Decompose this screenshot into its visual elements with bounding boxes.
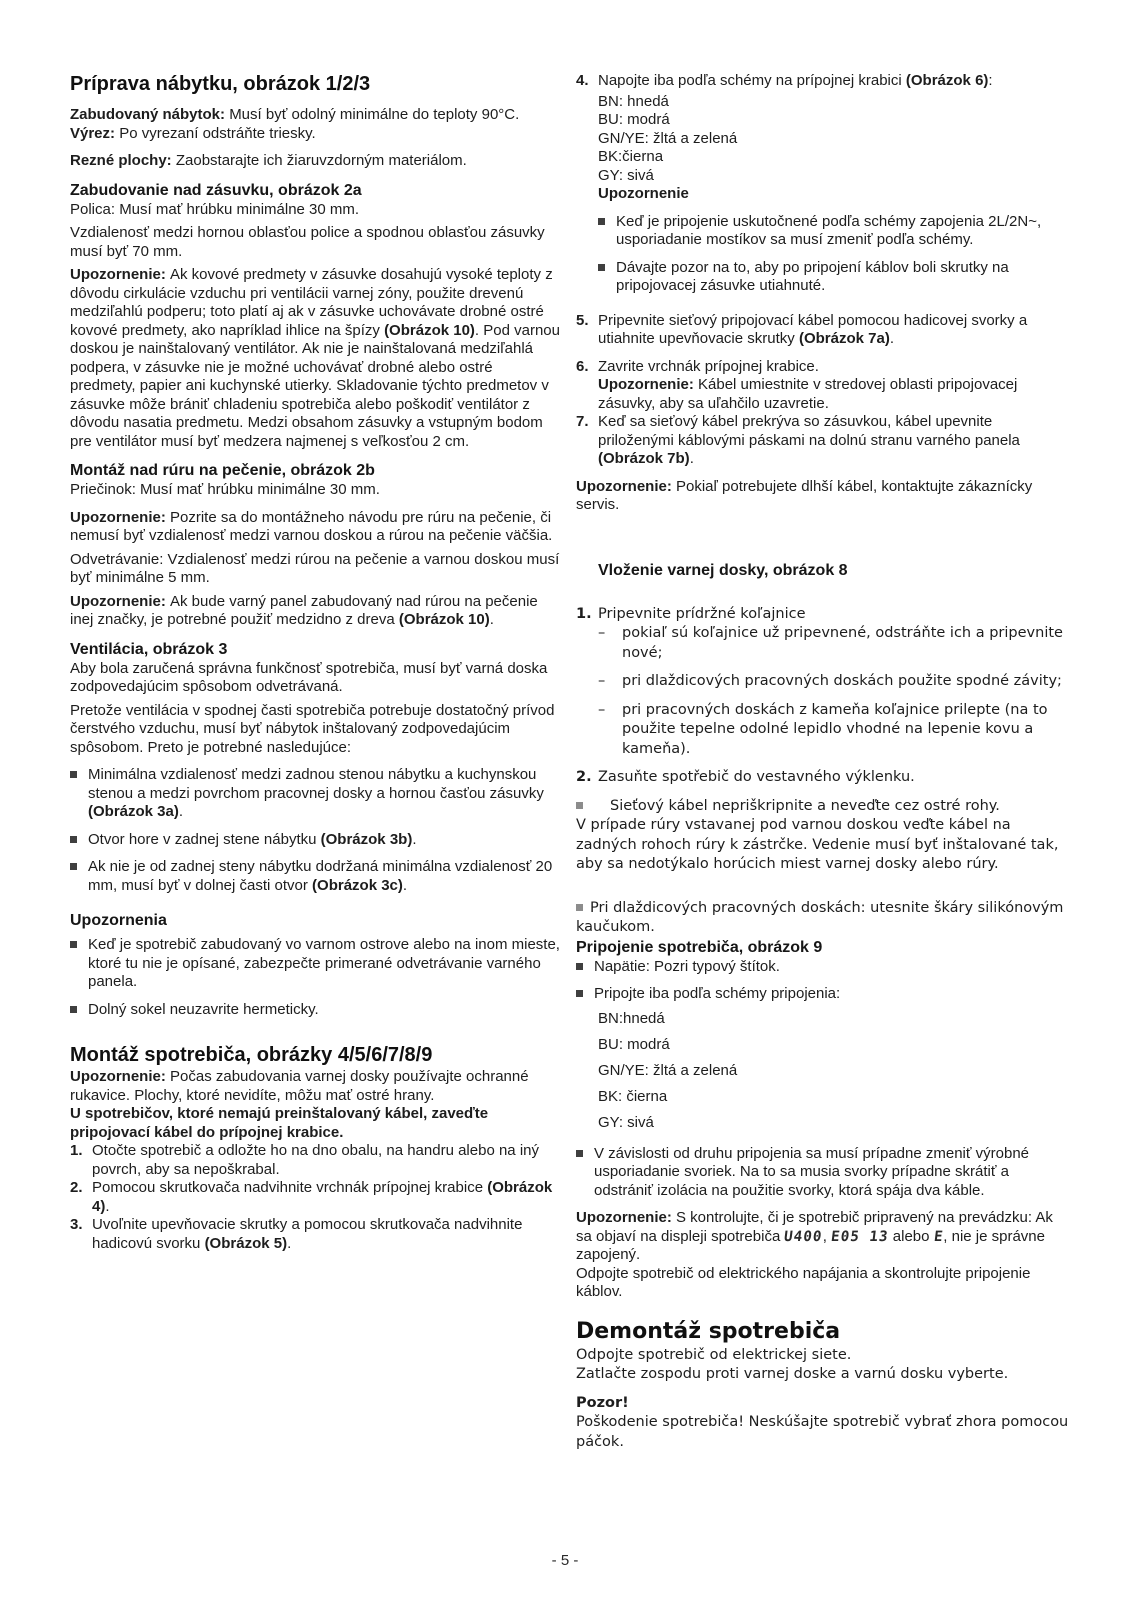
paragraph [598,376,1070,413]
text-run: Upozornenie [598,185,689,202]
text-run: Odpojte spotrebič od elektrickej siete. [576,1346,852,1363]
bullet-square-icon [598,264,605,271]
text-run: Napätie: Pozri typový štítok. [594,957,780,975]
text-run: Upozornenie: [598,376,698,393]
text-run: . Pod varnou doskou je nainštalovaný ventilátor. Ak nie je nainštalovaná medziľahlá podpera, v zásuvke nie je možné uchovávať drobné alebo ostré predmety, papier ani kuchynské utierky. Skladovanie týchto predmetov v zásuvke môže brániť chladeniu spotrebiča alebo poškodiť ventilátor z dôvodu nasatia predmetu. Medzi obsahom zásuvky a vstupným bodom pre ventilátor musí byť medzera najmenej s veľkosťou 2 cm. [70,321,560,450]
paragraph [576,1365,1070,1385]
sub-heading: Zabudovanie nad zásuvku, obrázok 2a [70,181,362,199]
sub-heading: Ventilácia, obrázok 3 [70,640,228,658]
text-run: (Obrázok 6) [905,72,989,89]
text-run: Upozornenie: [576,477,676,495]
bullet-square-icon [598,218,605,225]
value-line: GY: sivá [598,166,654,184]
text-run: Keď sa sieťový kábel prekrýva so zásuvkou, kábel upevnite priloženými káblovými páskami na dolnú stranu varného panela [598,413,1020,449]
numbered-item [576,413,1070,469]
display-code: E05 13 [830,1228,890,1245]
bullet-square-icon [70,941,77,948]
page-number: - 5 - [551,1552,579,1569]
text-run: Upozornenie: [576,1209,676,1226]
bullet-item [576,797,1070,817]
value-line: GN/YE: žltá a zelená [598,129,738,147]
paragraph [70,481,562,500]
text-run: Upozornenie: [70,592,170,610]
numbered-item [576,312,1070,349]
text-run: Výrez: [70,124,120,142]
item-number: 3. [70,1216,83,1233]
text-run: . [105,1197,110,1215]
item-number: 2. [576,769,592,785]
text-run: . [178,803,184,820]
text-run: pri dlaždicových pracovných doskách použite spodné závity; [622,673,1062,689]
bullet-square-icon [576,904,583,911]
bullet-item [598,259,1070,296]
paragraph [576,478,1070,515]
value-line: GY: sivá [598,1113,654,1131]
bullet-item [576,985,1070,1004]
text-run: Ak bude varný panel zabudovaný nad rúrou na pečenie inej značky, je potrebné použiť medzidno z dreva [70,592,538,628]
text-run: U spotrebičov, ktoré nemajú preinštalovaný kábel, zaveďte pripojovací kábel do prípojnej krabice. [70,1105,489,1141]
text-run: Pri dlaždicových pracovných doskách: utesnite škáry silikónovým kaučukom. [576,899,1064,935]
item-number: 7. [576,413,589,430]
bullet-square-icon [70,1006,77,1013]
paragraph [576,1265,1070,1302]
item-number: 4. [576,72,589,89]
value-line: BN: hnedá [598,92,669,110]
text-run: Pripevnite sieťový pripojovací kábel pomocou hadicovej svorky a utiahnite upevňovacie skrutky [598,311,1028,347]
bullet-square-icon [70,836,77,843]
paragraph [70,266,562,451]
text-run: , nie je správne zapojený. [576,1227,1045,1263]
text-run: Musí byť odolný minimálne do teploty 90°C. [229,106,520,123]
text-run: . [412,830,417,848]
left-column [70,72,562,1253]
text-run: (Obrázok 3b) [320,830,413,848]
text-run: Pretože ventilácia v spodnej časti spotrebiča potrebuje dostatočný prívod čerstvého vzduchu, musí byť nábytok inštalovaný zodpovedajúcim spôsobom. Preto je potrebné nasledujúce: [70,701,555,756]
paragraph [576,1413,1070,1452]
text-run: Počas zabudovania varnej dosky používajte ochranné rukavice. Plochy, ktoré nevidíte, môžu mať ostré hrany. [70,1068,529,1104]
paragraph [576,1209,1070,1265]
text-run: Pozor! [576,1394,629,1411]
paragraph [70,1068,562,1105]
text-run: Upozornenie: [70,266,170,283]
value-lines [598,93,1070,186]
section-heading: Demontáž spotrebiča [576,1318,841,1344]
bullet-square-icon [576,990,583,997]
paragraph [70,152,562,171]
text-run: Pozrite sa do montážneho návodu pre rúru na pečenie, či nemusí byť vzdialenosť medzi varnou doskou a rúrou na pečenie väčšia. [70,508,553,544]
text-run: Sieťový kábel nepriškripnite a neveďte cez ostré rohy. [610,797,1000,814]
section-heading: Príprava nábytku, obrázok 1/2/3 [70,73,371,95]
sub-heading: Vloženie varnej dosky, obrázok 8 [598,561,848,579]
text-run: V závislosti od druhu pripojenia sa musí prípadne zmeniť výrobné usporiadanie svoriek. Na to sa musia svorky prípadne skrátiť a odstrániť izolácia na použitie svorky, ktorá spája dva káble. [594,1144,1030,1199]
numbered-item [70,1142,562,1179]
item-number: 6. [576,357,589,375]
numbered-item [70,1216,562,1253]
dash-item [598,672,1070,692]
item-number: 1. [70,1142,83,1159]
text-run: . [402,876,408,894]
text-run: Dávajte pozor na to, aby po pripojení káblov boli skrutky na pripojovacej zásuvke utiahnuté. [616,258,1009,294]
text-run: alebo [888,1227,934,1245]
text-run: Polica: Musí mať hrúbku minimálne 30 mm. [70,200,360,218]
text-run: (Obrázok 3a) [88,803,179,820]
text-run: Poškodenie spotrebiča! Neskúšajte spotrebič vybrať zhora pomocou páčok. [576,1414,1069,1450]
bullet-item [70,858,562,895]
text-run: Keď je pripojenie uskutočnené podľa schémy zapojenia 2L/2N~, usporiadanie mostíkov sa musí zmeniť podľa schémy. [616,212,1042,248]
text-run: Otočte spotrebič a odložte ho na dno obalu, na handru alebo na iný povrch, aby sa nepoškrabal. [92,1142,539,1178]
text-run: Pripojte iba podľa schémy pripojenia: [594,985,841,1002]
text-run: . [489,611,494,628]
text-run: (Obrázok 3c) [312,876,403,894]
numbered-item [576,605,1070,625]
text-run: Zasuňte spotřebič do vestavného výklenku. [598,769,915,785]
value-lines [598,1006,1070,1136]
bullet-item [70,936,562,992]
text-run: , [822,1227,832,1245]
bullet-square-icon [576,802,583,809]
numbered-item [576,768,1070,788]
text-run: (Obrázok 4) [92,1179,553,1215]
bullet-item [576,1145,1070,1201]
paragraph [70,224,562,261]
value-line: BN:hnedá [598,1009,665,1027]
text-run: (Obrázok 10) [384,321,475,339]
text-run: Pripevnite prídržné koľajnice [598,605,806,622]
text-run: Aby bola zaručená správna funkčnosť spotrebiča, musí byť varná doska zodpovedajúcim spôsobom odvetrávaná. [70,659,548,695]
sub-heading: Upozornenia [70,912,167,929]
text-run: Otvor hore v zadnej stene nábytku [88,830,321,848]
text-run: S kontrolujte, či je spotrebič pripravený na prevádzku: Ak sa objaví na displeji spotrebiča [576,1209,1053,1245]
text-run: Po vyrezaní odstráňte triesky. [119,124,316,142]
value-line: GN/YE: žltá a zelená [598,1061,738,1079]
display-code: U400 [783,1228,824,1245]
paragraph [70,1105,562,1142]
text-run: Minimálna vzdialenosť medzi zadnou stenou nábytku a kuchynskou stenou a medzi povrchom pracovnej dosky a hornou časťou zásuvky [88,766,544,802]
dash-item [598,701,1070,760]
text-run: pri pracovných doskách z kameňa koľajnice prilepte (na to použite tepelne odolné lepidlo vhodné na lepenie kovu a kameňa). [622,701,1048,757]
text-run: Ak kovové predmety v zásuvke dosahujú vysoké teploty z dôvodu cirkulácie vzduchu pri ventilácii varnej zóny, použite drevenú medziľahlú podperu; toto platí aj ak v zásuvke uchovávate drobné ostré kovové predmety, ako napríklad ihlice na špízy [70,266,553,339]
text-run: : [988,72,993,89]
paragraph [70,551,562,588]
text-run: (Obrázok 7a) [798,330,890,347]
text-run: pokiaľ sú koľajnice už pripevnené, odstráňte ich a pripevnite nové; [622,625,1063,661]
bullet-item [598,213,1070,250]
value-line: BU: modrá [598,111,670,128]
paragraph [576,816,1070,875]
dash-icon: – [598,625,606,641]
paragraph [70,702,562,758]
bullet-item [576,958,1070,977]
item-number: 1. [576,605,592,622]
numbered-item [576,72,1070,91]
bullet-item [70,831,562,850]
paragraph [70,201,562,220]
item-number: 2. [70,1179,83,1196]
numbered-item [576,358,1070,377]
text-run: Odvetrávanie: Vzdialenosť medzi rúrou na pečenie a varnou doskou musí byť minimálne 5 mm. [70,550,560,586]
sub-heading: Montáž nad rúru na pečenie, obrázok 2b [70,462,375,479]
paragraph [70,660,562,697]
dash-item [598,624,1070,663]
text-run: Zatlačte zospodu proti varnej doske a varnú dosku vyberte. [576,1366,1009,1382]
text-run: Napojte iba podľa schémy na prípojnej krabici [598,72,906,89]
display-code: E [932,1228,945,1245]
value-line: BK:čierna [598,148,664,165]
bullet-item [70,1001,562,1020]
bullet-square-icon [70,863,77,870]
item-number: 5. [576,311,589,329]
bullet-item [576,899,1070,938]
dash-icon: – [598,701,606,718]
bullet-square-icon [576,963,583,970]
bullet-square-icon [70,771,77,778]
text-run: Ak nie je od zadnej steny nábytku dodržaná minimálna vzdialenosť 20 mm, musí byť v dolnej časti otvor [88,858,553,894]
text-run: Zabudovaný nábytok: [70,106,230,123]
text-run: . [889,330,894,347]
text-run: Vzdialenosť medzi hornou oblasťou police a spodnou oblasťou zásuvky musí byť 70 mm. [70,224,545,260]
text-run: (Obrázok 7b) [598,450,690,467]
bullet-square-icon [576,1150,583,1157]
text-run: (Obrázok 5) [204,1234,288,1252]
sub-heading: Pripojenie spotrebiča, obrázok 9 [576,938,823,956]
paragraph [598,185,1070,204]
text-run: Kábel umiestnite v stredovej oblasti pripojovacej zásuvky, aby sa uľahčilo uzavretie. [598,376,1018,412]
text-run: Uvoľnite upevňovacie skrutky a pomocou skrutkovača nadvihnite hadicovú svorku [92,1216,523,1252]
paragraph [70,106,562,125]
text-run: Upozornenie: [70,1068,170,1085]
paragraph [70,509,562,546]
paragraph [576,1346,1070,1366]
text-run: Odpojte spotrebič od elektrického napájania a skontrolujte pripojenie káblov. [576,1264,1031,1300]
paragraph [70,125,562,144]
paragraph [70,593,562,630]
text-run: . [287,1234,292,1252]
text-run: Pomocou skrutkovača nadvihnite vrchnák prípojnej krabice [92,1179,488,1196]
value-line: BK: čierna [598,1087,668,1105]
value-line: BU: modrá [598,1035,670,1053]
right-column [576,72,1070,1452]
text-run: Zavrite vrchnák prípojnej krabice. [598,357,819,375]
bullet-item [70,766,562,822]
text-run: Keď je spotrebič zabudovaný vo varnom ostrove alebo na inom mieste, ktoré tu nie je opísané, zabezpečte primerané odvetrávanie varného panela. [88,936,560,990]
text-run: Rezné plochy: [70,152,176,169]
text-run: Zaobstarajte ich žiaruvzdorným materiálom. [175,152,467,169]
text-run: Priečinok: Musí mať hrúbku minimálne 30 mm. [70,481,380,498]
text-run: Pokiaľ potrebujete dlhší kábel, kontaktujte zákaznícky servis. [576,477,1033,513]
text-run: (Obrázok 10) [398,611,490,628]
section-heading: Montáž spotrebiča, obrázky 4/5/6/7/8/9 [70,1044,433,1066]
numbered-item [70,1179,562,1216]
paragraph [576,1394,1070,1414]
text-run: Upozornenie: [70,508,170,526]
text-run: . [689,450,694,467]
text-run: V prípade rúry vstavanej pod varnou doskou veďte kábel na zadných rohoch rúry k zástrčke. Vedenie musí byť inštalované tak, aby sa nedotýkalo horúcich miest varnej dosky alebo rúry. [576,817,1059,872]
text-run: Dolný sokel neuzavrite hermeticky. [88,1000,319,1018]
dash-icon: – [598,673,606,689]
